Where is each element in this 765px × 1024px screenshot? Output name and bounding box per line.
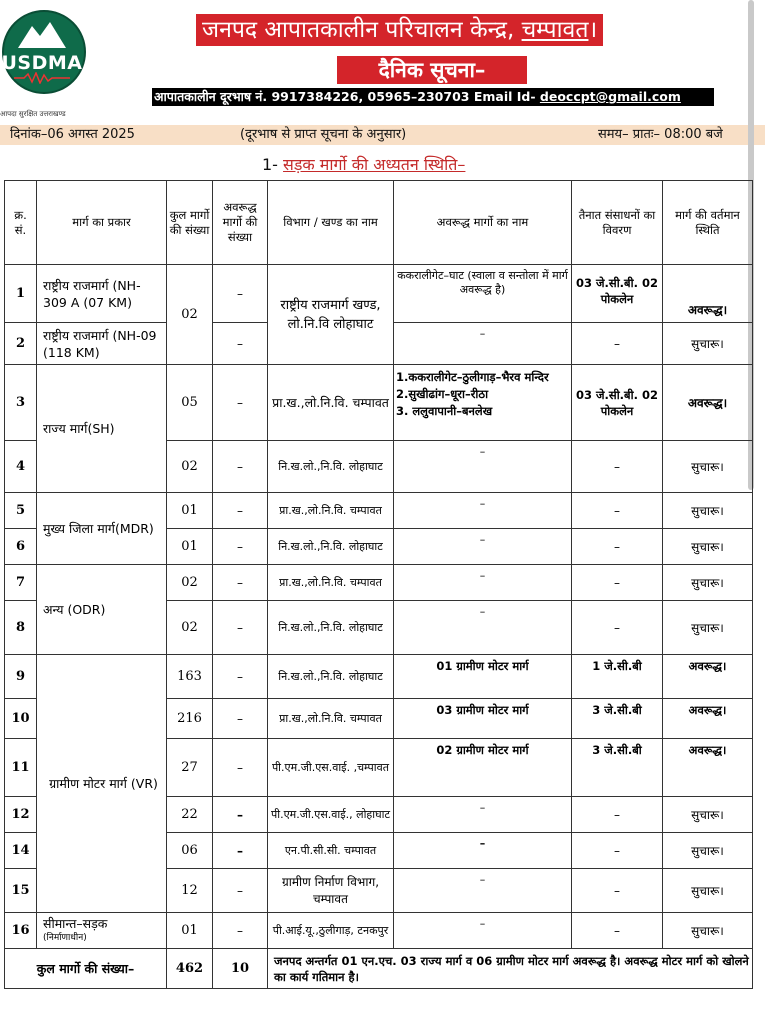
- col-header-dept: विभाग / खण्ड का नाम: [268, 181, 394, 265]
- road-type: राज्य मार्ग(SH): [37, 365, 167, 493]
- total-roads: 01: [167, 493, 213, 529]
- route-status: अवरूद्ध।: [663, 365, 753, 441]
- route-status: सुचारू।: [663, 869, 753, 913]
- road-type: राष्ट्रीय राजमार्ग (NH-09 (118 KM): [37, 323, 167, 365]
- total-roads: 216: [167, 699, 213, 739]
- department: प्रा.ख.,लो.नि.वि. चम्पावत: [268, 699, 394, 739]
- section-number: 1-: [262, 155, 278, 174]
- col-header-status: मार्ग की वर्तमान स्थिति: [663, 181, 753, 265]
- route-status: अवरूद्ध।: [663, 699, 753, 739]
- total-roads: 22: [167, 797, 213, 833]
- page-title: [196, 14, 603, 46]
- blocked-count: –: [213, 365, 268, 441]
- blocked-count: –: [213, 739, 268, 797]
- section-heading: [262, 153, 465, 175]
- blocked-count: –: [213, 913, 268, 949]
- department: नि.ख.लो.,नि.वि. लोहाघाट: [268, 601, 394, 655]
- route-status: अवरूद्ध।: [663, 265, 753, 323]
- blocked-route: ककरालीगेट–घाट (स्वाला व सन्तोला में मार्ग अवरूद्ध है): [394, 265, 572, 323]
- col-header-route: अवरूद्ध मार्गो का नाम: [394, 181, 572, 265]
- table-row: [5, 365, 753, 441]
- total-roads: 06: [167, 833, 213, 869]
- seismic-wave-icon: [14, 72, 70, 84]
- resources: –: [572, 833, 663, 869]
- blocked-route: –: [394, 601, 572, 655]
- usdma-logo: [0, 6, 86, 116]
- row-sn: 11: [5, 739, 37, 797]
- report-time: समय– प्रातः– 08:00 बजे: [598, 127, 723, 142]
- report-source: (दूरभाष से प्राप्त सूचना के अनुसार): [240, 127, 407, 142]
- department: नि.ख.लो.,नि.वि. लोहाघाट: [268, 529, 394, 565]
- department: प्रा.ख.,लो.नि.वि. चम्पावत: [268, 365, 394, 441]
- row-sn: 3: [5, 365, 37, 441]
- logo-tagline: आपदा सुरक्षित उत्तराखण्ड: [0, 110, 66, 118]
- blocked-count: –: [213, 699, 268, 739]
- table-row: [5, 493, 753, 529]
- route-status: सुचारू।: [663, 441, 753, 493]
- blocked-route: –: [394, 833, 572, 869]
- resources: –: [572, 441, 663, 493]
- contact-email[interactable]: deoccpt@gmail.com: [539, 89, 681, 104]
- row-sn: 1: [5, 265, 37, 323]
- route-status: सुचारू।: [663, 323, 753, 365]
- row-sn: 2: [5, 323, 37, 365]
- blocked-count: –: [213, 797, 268, 833]
- total-roads: 05: [167, 365, 213, 441]
- blocked-route: 03 ग्रामीण मोटर मार्ग: [394, 699, 572, 739]
- section-title: सड़क मार्गो की अध्यतन स्थिति–: [283, 155, 466, 174]
- title-prefix: जनपद आपातकालीन परिचालन केन्द्र,: [202, 17, 515, 43]
- logo-text: USDMA: [1, 52, 83, 74]
- row-sn: 5: [5, 493, 37, 529]
- resources: 3 जे.सी.बी: [572, 739, 663, 797]
- title-suffix: ।: [588, 17, 598, 43]
- title-place: चम्पावत: [521, 17, 589, 43]
- route-status: सुचारू।: [663, 797, 753, 833]
- resources: –: [572, 529, 663, 565]
- blocked-count: –: [213, 441, 268, 493]
- total-roads: 12: [167, 869, 213, 913]
- row-sn: 8: [5, 601, 37, 655]
- table-row: [5, 655, 753, 699]
- route-line: 2.सुखीढांग–धूरा–रीठा: [396, 387, 489, 401]
- blocked-count: –: [213, 565, 268, 601]
- route-status: सुचारू।: [663, 913, 753, 949]
- route-status: अवरूद्ध।: [663, 739, 753, 797]
- blocked-count: –: [213, 493, 268, 529]
- page-subtitle: दैनिक सूचना–: [337, 56, 527, 84]
- blocked-count: –: [213, 265, 268, 323]
- total-roads: 163: [167, 655, 213, 699]
- row-sn: 16: [5, 913, 37, 949]
- road-type: [37, 913, 167, 949]
- resources: –: [572, 869, 663, 913]
- route-line: 1.ककरालीगेट–ठुलीगाड़–भैरव मन्दिर: [396, 370, 549, 384]
- row-sn: 4: [5, 441, 37, 493]
- road-type: अन्य (ODR): [37, 565, 167, 655]
- resources: –: [572, 913, 663, 949]
- resources: 3 जे.सी.बी: [572, 699, 663, 739]
- blocked-route: 01 ग्रामीण मोटर मार्ग: [394, 655, 572, 699]
- table-row: [5, 565, 753, 601]
- resources: 1 जे.सी.बी: [572, 655, 663, 699]
- resources: 03 जे.सी.बी. 02 पोकलेन: [572, 265, 663, 323]
- mountain-icon: [18, 20, 66, 48]
- department: पी.एम.जी.एस.वाई., लोहाघाट: [268, 797, 394, 833]
- blocked-route: –: [394, 913, 572, 949]
- road-type-note: (निर्माणाधीन): [43, 932, 87, 943]
- row-sn: 9: [5, 655, 37, 699]
- route-status: सुचारू।: [663, 529, 753, 565]
- resources: –: [572, 323, 663, 365]
- blocked-count: –: [213, 323, 268, 365]
- col-header-sn: क्र. सं.: [5, 181, 37, 265]
- department: एन.पी.सी.सी. चम्पावत: [268, 833, 394, 869]
- department: राष्ट्रीय राजमार्ग खण्ड, लो.नि.वि लोहाघाट: [268, 265, 394, 365]
- blocked-route: –: [394, 323, 572, 365]
- resources: –: [572, 797, 663, 833]
- blocked-count: –: [213, 655, 268, 699]
- table-row: [5, 913, 753, 949]
- route-status: सुचारू।: [663, 601, 753, 655]
- contact-line: [152, 88, 714, 106]
- blocked-route: [394, 365, 572, 441]
- road-type: ग्रामीण मोटर मार्ग (VR): [37, 655, 167, 913]
- route-status: सुचारू।: [663, 565, 753, 601]
- total-blocked: 10: [213, 949, 268, 989]
- blocked-count: –: [213, 601, 268, 655]
- route-status: अवरूद्ध।: [663, 655, 753, 699]
- total-label: कुल मार्गो की संख्या–: [5, 949, 167, 989]
- row-sn: 6: [5, 529, 37, 565]
- row-sn: 7: [5, 565, 37, 601]
- col-header-total: कुल मार्गो की संख्या: [167, 181, 213, 265]
- blocked-route: –: [394, 529, 572, 565]
- row-sn: 15: [5, 869, 37, 913]
- report-date: दिनांक–06 अगस्त 2025: [10, 127, 135, 142]
- total-roads: 02: [167, 565, 213, 601]
- blocked-count: –: [213, 869, 268, 913]
- department: पी.आई.यू.,ठुलीगाड़, टनकपुर: [268, 913, 394, 949]
- table-row: [5, 265, 753, 323]
- info-bar: [0, 125, 765, 145]
- blocked-route: –: [394, 797, 572, 833]
- department: पी.एम.जी.एस.वाई. ,चम्पावत: [268, 739, 394, 797]
- col-header-blocked: अवरूद्ध मार्गो की संख्या: [213, 181, 268, 265]
- blocked-count: –: [213, 529, 268, 565]
- row-sn: 14: [5, 833, 37, 869]
- total-roads: 02: [167, 441, 213, 493]
- col-header-type: मार्ग का प्रकार: [37, 181, 167, 265]
- row-sn: 12: [5, 797, 37, 833]
- row-sn: 10: [5, 699, 37, 739]
- total-roads: 02: [167, 265, 213, 365]
- route-status: सुचारू।: [663, 833, 753, 869]
- table-header-row: [5, 181, 753, 265]
- blocked-count: –: [213, 833, 268, 869]
- total-roads: 02: [167, 601, 213, 655]
- blocked-route: –: [394, 565, 572, 601]
- blocked-route: –: [394, 869, 572, 913]
- resources: 03 जे.सी.बी. 02 पोकलेन: [572, 365, 663, 441]
- department: नि.ख.लो.,नि.वि. लोहाघाट: [268, 655, 394, 699]
- total-roads: 01: [167, 913, 213, 949]
- road-type-label: सीमान्त–सड़क: [43, 915, 108, 931]
- total-note: जनपद अन्तर्गत 01 एन.एच. 03 राज्य मार्ग व 06 ग्रामीण मोटर मार्ग अवरूद्ध है। अवरूद्ध मोटर मार्ग को खोलने का कार्य गतिमान है।: [268, 949, 753, 989]
- total-count: 462: [167, 949, 213, 989]
- route-line: 3. ललुवापानी–बनलेख: [396, 404, 493, 418]
- total-row: [5, 949, 753, 989]
- total-roads: 01: [167, 529, 213, 565]
- department: प्रा.ख.,लो.नि.वि. चम्पावत: [268, 565, 394, 601]
- route-status: सुचारू।: [663, 493, 753, 529]
- road-type: मुख्य जिला मार्ग(MDR): [37, 493, 167, 565]
- contact-phones: आपातकालीन दूरभाष नं. 9917384226, 05965–230703 Email Id-: [154, 89, 540, 104]
- blocked-route: 02 ग्रामीण मोटर मार्ग: [394, 739, 572, 797]
- resources: –: [572, 601, 663, 655]
- col-header-resources: तैनात संसाधनों का विवरण: [572, 181, 663, 265]
- blocked-route: –: [394, 493, 572, 529]
- total-roads: 27: [167, 739, 213, 797]
- resources: –: [572, 493, 663, 529]
- resources: –: [572, 565, 663, 601]
- department: प्रा.ख.,लो.नि.वि. चम्पावत: [268, 493, 394, 529]
- road-type: राष्ट्रीय राजमार्ग (NH-309 A (07 KM): [37, 265, 167, 323]
- department: ग्रामीण निर्माण विभाग, चम्पावत: [268, 869, 394, 913]
- department: नि.ख.लो.,नि.वि. लोहाघाट: [268, 441, 394, 493]
- road-status-table: [4, 180, 753, 989]
- blocked-route: –: [394, 441, 572, 493]
